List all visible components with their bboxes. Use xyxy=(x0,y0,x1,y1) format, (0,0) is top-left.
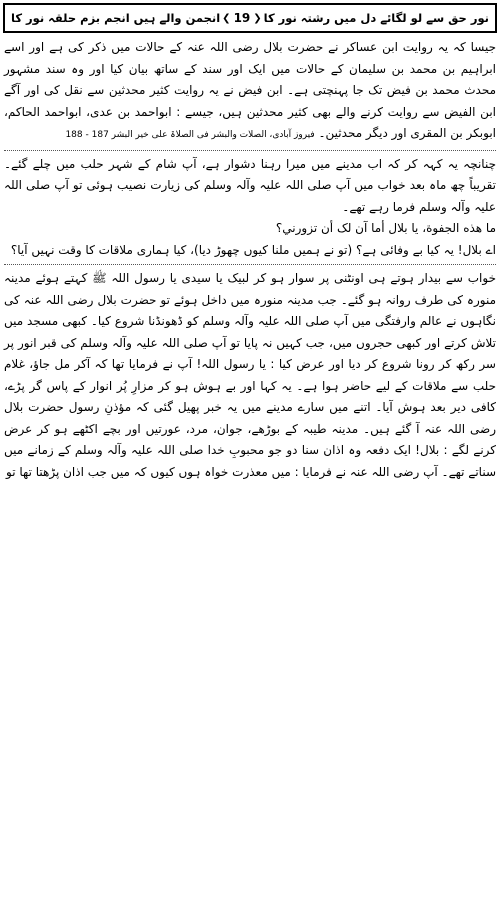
arabic-quote: ما هذه الجفوة، يا بلال أما آن لک أن تزورني؟ xyxy=(275,221,496,235)
paragraph-1-text: جیسا کہ یہ روایت ابن عساکر نے حضرت بلال رضی اللہ عنہ کے حالات میں ذکر کی ہے اور اسے ابراہیم بن محمد بن سلیمان کے حالات میں ایک اور سند کے ساتھ بیان کیا اور وہ سند مشہور محدث محمد بن فیض تک جا پہنچتی ہے۔ ابن فیض نے یہ روایت کثیر محدثین سے نقل کی اور آگے ابن الفیض سے روایت کرنے والے بھی کثیر محدثین ہیں، جیسے : ابواحمد بن عدی، ابواحمد الحاکم، ابوبکر بن المقری اور دیگر محدثین۔ xyxy=(4,40,496,140)
paragraph-5: خواب سے بیدار ہوتے ہی اونٹنی پر سوار ہو کر لبیک یا سیدی یا رسول اللہ ﷺ کہتے ہوئے مدینہ منورہ کی طرف روانہ ہو گئے۔ جب مدینہ منورہ میں داخل ہوئے تو حضرت بلال رضی اللہ عنہ کی نگاہوں نے عالم وارفتگی میں آپ صلی اللہ علیہ وآلہ وسلم کو ڈھونڈنا شروع کیا۔ کبھی مسجد میں تلاش کرتے اور کبھی حجروں میں، جب کہیں نہ پایا تو آپ صلی اللہ علیہ وآلہ وسلم کی قبر انور پر سر رکھ کر رونا شروع کر دیا اور عرض کیا : یا رسول اللہ! آپ نے فرمایا تھا کہ آکر مل جاؤ، غلام حلب سے ملاقات کے لیے حاضر ہوا ہے۔ یہ کہا اور بے ہوش ہو کر مزارِ پُر انوار کے پاس گر پڑے، کافی دیر بعد ہوش آیا۔ اتنے میں سارے مدینے میں یہ خبر پھیل گئی کہ مؤذنِ رسول حضرت بلال رضی اللہ عنہ آ گئے ہیں۔ مدینہ طیبہ کے بوڑھے، جوان، مرد، عورتیں اور بچے اکٹھے ہو کر عرض کرنے لگے : بلال! ایک دفعہ وہ اذان سنا دو جو محبوبِ خدا صلی اللہ علیہ وآلہ وسلم کے زمانے میں سناتے تھے۔ آپ رضی اللہ عنہ نے فرمایا : میں معذرت خواہ ہوں کیوں کہ میں جب اذان پڑھتا تھا تو xyxy=(4,271,496,479)
page-number: 19 xyxy=(233,11,251,25)
ornament-right-icon: ❯ xyxy=(253,12,262,24)
header-right-title: نور حق سے لو لگائے دل میں رشتہ نور کا xyxy=(263,11,489,25)
paragraph-1 xyxy=(4,37,496,147)
header-left-title: انجمن والے ہیں انجم بزم حلقہ نور کا xyxy=(11,11,221,25)
page-header xyxy=(3,3,497,33)
page-body xyxy=(4,37,496,483)
dotted-divider-2 xyxy=(4,264,496,265)
paragraph-translation: اے بلال! یہ کیا بے وفائی ہے؟ (تو نے ہمیں ملنا کیوں چھوڑ دیا)، کیا ہماری ملاقات کا وقت نہیں آیا؟ xyxy=(10,242,496,257)
page-number-box xyxy=(222,11,261,25)
dotted-divider xyxy=(4,150,496,151)
paragraph-2: چنانچہ یہ کہہ کر کہ اب مدینے میں میرا رہنا دشوار ہے، آپ شام کے شہر حلب میں چلے گئے۔ تقریباً چھ ماہ بعد خواب میں آپ صلی اللہ علیہ وآلہ وسلم کی زیارت نصیب ہوئی تو آپ صلی اللہ علیہ وآلہ وسلم فرما رہے تھے۔ xyxy=(4,156,496,214)
citation: فیروز آبادی، الصلات والبشر فی الصلاۃ علی خیر البشر 187 - 188 xyxy=(65,130,315,140)
ornament-left-icon: ❮ xyxy=(222,12,231,24)
